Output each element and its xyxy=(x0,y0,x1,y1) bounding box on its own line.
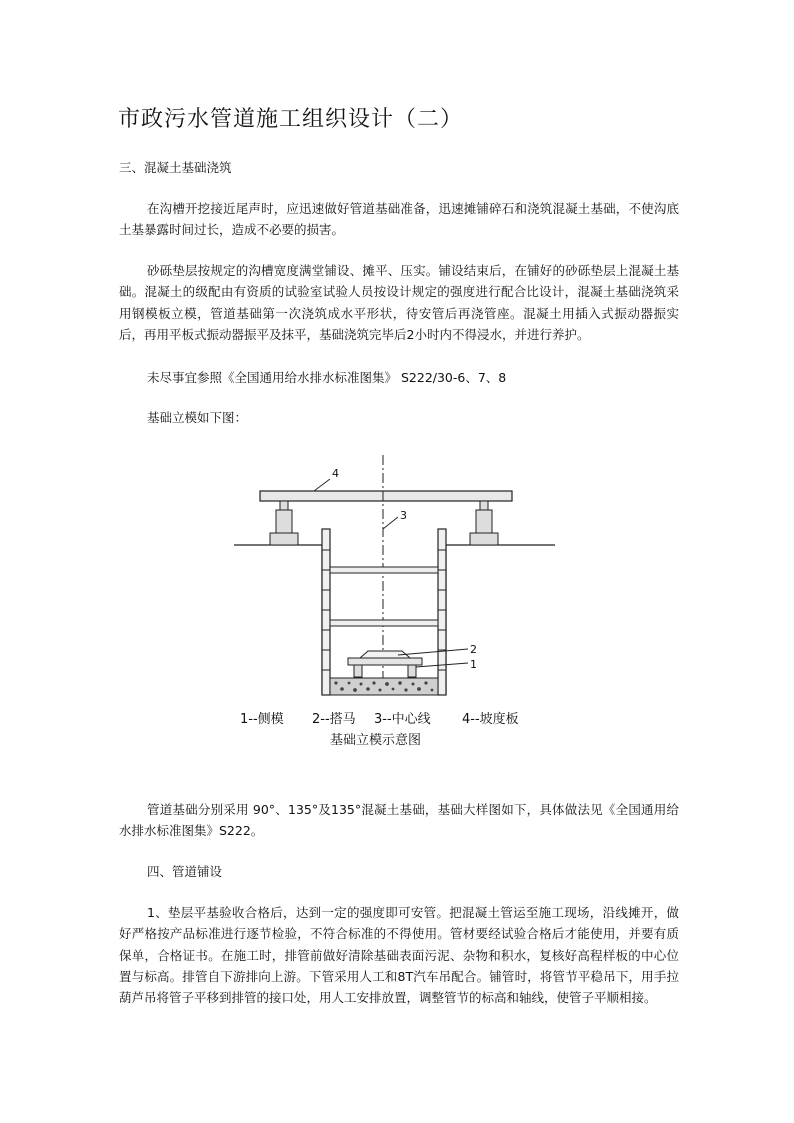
support-left xyxy=(270,501,298,545)
support-right xyxy=(470,501,498,545)
leader-4 xyxy=(314,479,330,491)
strut-upper xyxy=(330,567,438,573)
legend-side-form: 1--侧模 xyxy=(240,712,284,727)
paragraph-2: 砂砾垫层按规定的沟槽宽度满堂铺设、摊平、压实。铺设结束后，在铺好的砂砾垫层上混凝土基础。混凝土的级配由有资质的试验室试验人员按设计规定的强度进行配合比设计，混凝土基础浇筑采用钢模板立模，管道基础第一次浇筑成水平形状，待安管后再浇管座。混凝土用插入式振动器振实后，再用平板式振动器振平及抹平，基础浇筑完毕后2小时内不得浸水，并进行养护。 xyxy=(119,263,679,342)
formwork-diagram-svg xyxy=(230,455,560,755)
legend-horse: 2--搭马 xyxy=(312,712,356,727)
paragraph-6: 1、垫层平基验收合格后，达到一定的强度即可安管。把混凝土管运至施工现场，沿线摊开，做好严格按产品标准进行逐节检验，不符合标准的不得使用。管材要经试验合格后才能使用，并要有质保单，合格证书。在施工时，排管前做好清除基础表面污泥、杂物和积水，复核好高程样板的中心位置与标高。排管自下游排向上游。下管采用人工和8T汽车吊配合。铺管时，将管节平稳吊下，用手拉葫芦吊将管子平移到排管的接口处，用人工安排放置，调整管节的标高和轴线，使管子平顺相接。 xyxy=(119,905,679,1006)
marker-1: 1 xyxy=(470,658,477,671)
gradient-board xyxy=(260,491,512,501)
legend-centerline: 3--中心线 xyxy=(374,712,431,727)
strut-lower xyxy=(330,620,438,626)
document-title: 市政污水管道施工组织设计（二） xyxy=(118,107,464,132)
formwork-diagram xyxy=(230,455,560,755)
paragraph-4: 基础立模如下图： xyxy=(147,410,248,425)
section-heading-3: 三、混凝土基础浇筑 xyxy=(119,160,232,175)
paragraph-5: 管道基础分别采用 90°、135°及135°混凝土基础，基础大样图如下，具体做法见《全国通用给水排水标准图集》S222。 xyxy=(119,802,679,839)
leader-3 xyxy=(383,517,398,529)
figure-caption: 基础立模示意图 xyxy=(330,733,422,748)
paragraph-3: 未尽事宜参照《全国通用给水排水标准图集》 S222/30-6、7、8 xyxy=(147,370,507,385)
paragraph-1: 在沟槽开挖接近尾声时，应迅速做好管道基础准备，迅速摊铺碎石和浇筑混凝土基础，不使沟底土基暴露时间过长，造成不必要的损害。 xyxy=(119,201,679,238)
legend-gradient-board: 4--坡度板 xyxy=(462,712,519,727)
pipe-horse xyxy=(348,651,422,677)
marker-3: 3 xyxy=(400,509,407,522)
gravel-bed xyxy=(330,678,438,695)
section-heading-4: 四、管道铺设 xyxy=(147,864,223,879)
marker-2: 2 xyxy=(470,643,477,656)
leader-2 xyxy=(398,649,468,655)
marker-4: 4 xyxy=(332,467,339,480)
